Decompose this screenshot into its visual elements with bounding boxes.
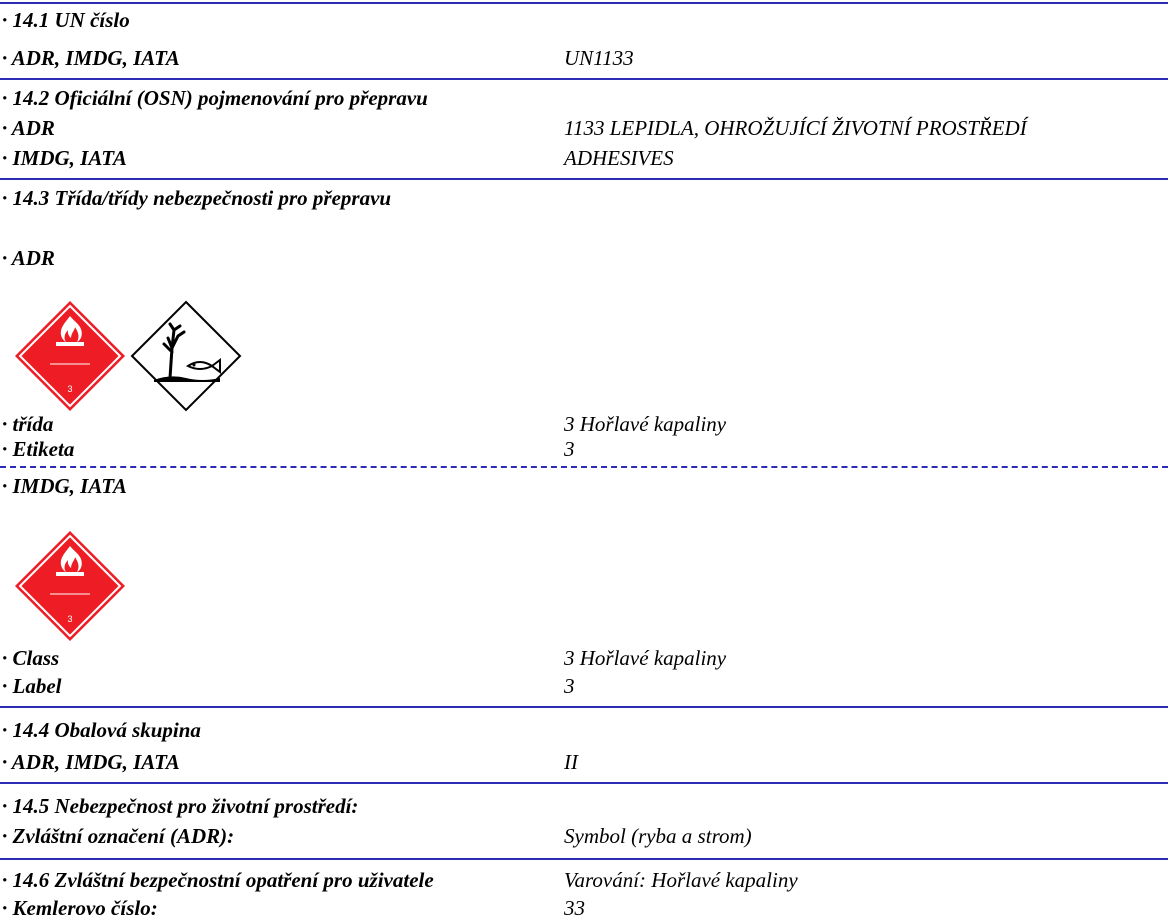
adr-class-label: · třída [2, 412, 54, 436]
section-divider [0, 858, 1168, 860]
pictogram-class-number: 3 [67, 384, 73, 394]
kemler-number-value: 33 [564, 896, 585, 920]
section-14-3-title: · 14.3 Třída/třídy nebezpečnosti pro přepravu [2, 186, 392, 210]
special-marking-label: · Zvláštní označení (ADR): [2, 824, 235, 848]
section-14-6-title: · 14.6 Zvláštní bezpečnostní opatření pro uživatele [2, 868, 434, 892]
user-precautions-value: Varování: Hořlavé kapaliny [564, 868, 798, 892]
section-14-1-title: · 14.1 UN číslo [2, 8, 130, 32]
adr-label-value: 3 [564, 437, 575, 461]
section-divider [0, 2, 1168, 4]
shipping-name-adr-value: 1133 LEPIDLA, OHROŽUJÍCÍ ŽIVOTNÍ PROSTŘEDÍ [564, 116, 1027, 140]
shipping-name-imdg-label: · IMDG, IATA [2, 146, 127, 170]
shipping-name-imdg-value: ADHESIVES [564, 146, 674, 170]
kemler-number-label: · Kemlerovo číslo: [2, 896, 158, 920]
section-14-5-title: · 14.5 Nebezpečnost pro životní prostředí: [2, 794, 359, 818]
un-number-value: UN1133 [564, 46, 634, 70]
pictogram-class-number: 3 [67, 614, 73, 624]
section-divider [0, 782, 1168, 784]
section-divider [0, 178, 1168, 180]
adr-heading: · ADR [2, 246, 55, 270]
subsection-divider [0, 466, 1168, 468]
packing-group-label: · ADR, IMDG, IATA [2, 750, 180, 774]
imdg-class-label: · Class [2, 646, 60, 670]
imdg-class-value: 3 Hořlavé kapaliny [564, 646, 727, 670]
section-14-2-title: · 14.2 Oficiální (OSN) pojmenování pro přepravu [2, 86, 428, 110]
imdg-label-label: · Label [2, 674, 62, 698]
packing-group-value: II [564, 750, 578, 774]
imdg-iata-heading: · IMDG, IATA [2, 474, 127, 498]
adr-class-value: 3 Hořlavé kapaliny [564, 412, 727, 436]
special-marking-value: Symbol (ryba a strom) [564, 824, 752, 848]
section-divider [0, 78, 1168, 80]
imdg-label-value: 3 [564, 674, 575, 698]
flammable-liquid-pictogram-adr [14, 300, 126, 412]
flammable-liquid-pictogram-imdg [14, 530, 126, 642]
section-14-4-title: · 14.4 Obalová skupina [2, 718, 201, 742]
un-number-label: · ADR, IMDG, IATA [2, 46, 180, 70]
section-divider [0, 706, 1168, 708]
shipping-name-adr-label: · ADR [2, 116, 55, 140]
adr-label-label: · Etiketa [2, 437, 75, 461]
environment-hazard-pictogram [130, 300, 242, 412]
